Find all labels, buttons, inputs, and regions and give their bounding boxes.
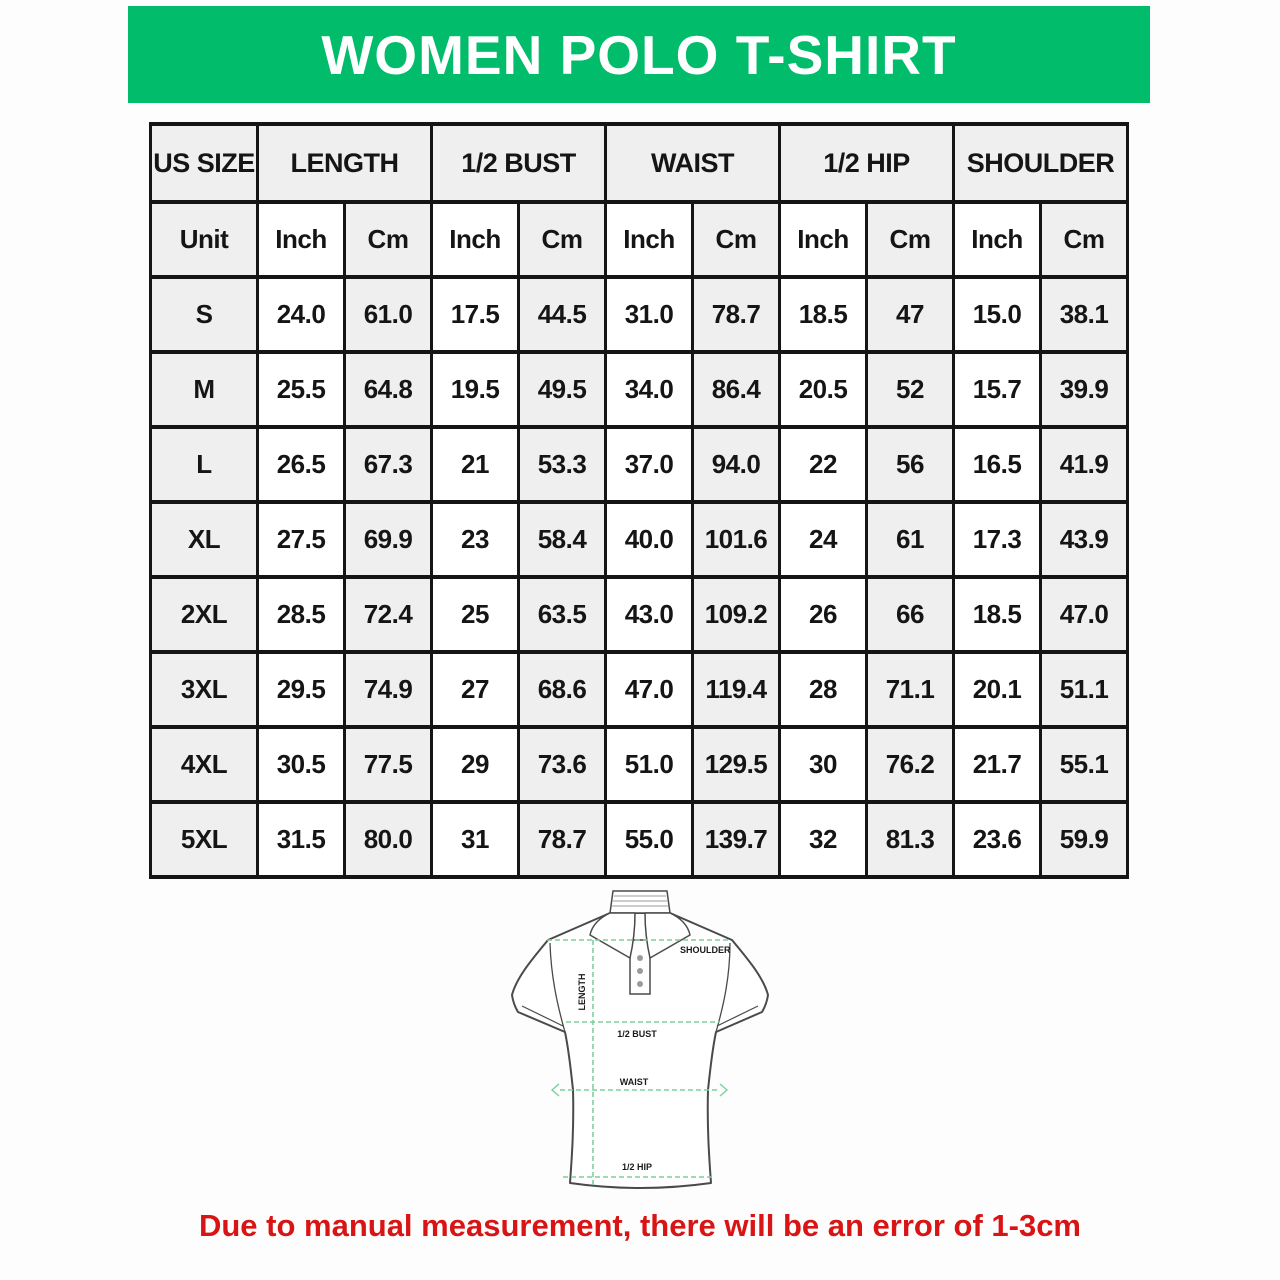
value-cell: 86.4 <box>693 352 780 427</box>
value-cell: 18.5 <box>954 577 1041 652</box>
value-cell: 74.9 <box>345 652 432 727</box>
value-cell: 55.0 <box>606 802 693 877</box>
value-cell: 139.7 <box>693 802 780 877</box>
group-header-cell: 1/2 HIP <box>780 124 954 202</box>
button <box>637 981 643 987</box>
value-cell: 30 <box>780 727 867 802</box>
bust-label: 1/2 BUST <box>617 1029 657 1039</box>
value-cell: 31.5 <box>258 802 345 877</box>
unit-header-cell: Inch <box>954 202 1041 277</box>
value-cell: 29.5 <box>258 652 345 727</box>
value-cell: 22 <box>780 427 867 502</box>
value-cell: 31.0 <box>606 277 693 352</box>
value-cell: 40.0 <box>606 502 693 577</box>
value-cell: 129.5 <box>693 727 780 802</box>
value-cell: 37.0 <box>606 427 693 502</box>
value-cell: 38.1 <box>1041 277 1128 352</box>
group-header-cell: US SIZE <box>151 124 258 202</box>
value-cell: 78.7 <box>519 802 606 877</box>
size-cell: L <box>151 427 258 502</box>
value-cell: 16.5 <box>954 427 1041 502</box>
length-label: LENGTH <box>577 973 587 1011</box>
value-cell: 61 <box>867 502 954 577</box>
value-cell: 24.0 <box>258 277 345 352</box>
measurement-diagram <box>497 886 787 1198</box>
value-cell: 73.6 <box>519 727 606 802</box>
value-cell: 67.3 <box>345 427 432 502</box>
polo-shirt-illustration <box>497 886 787 1198</box>
value-cell: 69.9 <box>345 502 432 577</box>
waist-label: WAIST <box>619 1077 649 1087</box>
shoulder-label: SHOULDER <box>680 945 731 955</box>
value-cell: 109.2 <box>693 577 780 652</box>
table-row <box>151 352 1128 427</box>
value-cell: 43.9 <box>1041 502 1128 577</box>
value-cell: 51.1 <box>1041 652 1128 727</box>
unit-header-cell: Inch <box>606 202 693 277</box>
value-cell: 52 <box>867 352 954 427</box>
value-cell: 66 <box>867 577 954 652</box>
value-cell: 28.5 <box>258 577 345 652</box>
value-cell: 30.5 <box>258 727 345 802</box>
value-cell: 78.7 <box>693 277 780 352</box>
waist-arrow-right <box>720 1084 727 1096</box>
value-cell: 24 <box>780 502 867 577</box>
value-cell: 27 <box>432 652 519 727</box>
value-cell: 29 <box>432 727 519 802</box>
unit-header-cell: Inch <box>780 202 867 277</box>
value-cell: 17.5 <box>432 277 519 352</box>
group-header-cell: WAIST <box>606 124 780 202</box>
value-cell: 49.5 <box>519 352 606 427</box>
value-cell: 39.9 <box>1041 352 1128 427</box>
value-cell: 19.5 <box>432 352 519 427</box>
value-cell: 101.6 <box>693 502 780 577</box>
waist-arrow-left <box>552 1084 559 1096</box>
group-header-cell: LENGTH <box>258 124 432 202</box>
value-cell: 94.0 <box>693 427 780 502</box>
group-header-row <box>151 124 1128 202</box>
unit-header-cell: Cm <box>867 202 954 277</box>
size-cell: S <box>151 277 258 352</box>
hip-label: 1/2 HIP <box>621 1162 653 1172</box>
button <box>637 955 643 961</box>
unit-header-cell: Cm <box>519 202 606 277</box>
unit-header-cell: Cm <box>345 202 432 277</box>
table-row <box>151 577 1128 652</box>
value-cell: 34.0 <box>606 352 693 427</box>
value-cell: 81.3 <box>867 802 954 877</box>
value-cell: 17.3 <box>954 502 1041 577</box>
value-cell: 47.0 <box>1041 577 1128 652</box>
value-cell: 44.5 <box>519 277 606 352</box>
group-header-cell: SHOULDER <box>954 124 1128 202</box>
value-cell: 61.0 <box>345 277 432 352</box>
value-cell: 71.1 <box>867 652 954 727</box>
value-cell: 32 <box>780 802 867 877</box>
value-cell: 58.4 <box>519 502 606 577</box>
value-cell: 72.4 <box>345 577 432 652</box>
table-row <box>151 727 1128 802</box>
value-cell: 21.7 <box>954 727 1041 802</box>
value-cell: 56 <box>867 427 954 502</box>
page-title: WOMEN POLO T-SHIRT <box>321 23 957 86</box>
value-cell: 64.8 <box>345 352 432 427</box>
value-cell: 119.4 <box>693 652 780 727</box>
unit-header-cell: Cm <box>1041 202 1128 277</box>
unit-header-cell: Cm <box>693 202 780 277</box>
value-cell: 25.5 <box>258 352 345 427</box>
size-cell: XL <box>151 502 258 577</box>
value-cell: 47.0 <box>606 652 693 727</box>
button <box>637 968 643 974</box>
group-header-cell: 1/2 BUST <box>432 124 606 202</box>
value-cell: 18.5 <box>780 277 867 352</box>
value-cell: 20.1 <box>954 652 1041 727</box>
table-row <box>151 427 1128 502</box>
unit-header-cell: Inch <box>432 202 519 277</box>
value-cell: 80.0 <box>345 802 432 877</box>
size-cell: 5XL <box>151 802 258 877</box>
value-cell: 15.7 <box>954 352 1041 427</box>
title-banner <box>128 6 1150 103</box>
table-row <box>151 277 1128 352</box>
value-cell: 26.5 <box>258 427 345 502</box>
measurement-disclaimer: Due to manual measurement, there will be an error of 1-3cm <box>198 1208 1082 1243</box>
value-cell: 51.0 <box>606 727 693 802</box>
value-cell: 76.2 <box>867 727 954 802</box>
value-cell: 68.6 <box>519 652 606 727</box>
table-row <box>151 802 1128 877</box>
value-cell: 63.5 <box>519 577 606 652</box>
value-cell: 53.3 <box>519 427 606 502</box>
value-cell: 27.5 <box>258 502 345 577</box>
value-cell: 23 <box>432 502 519 577</box>
size-table <box>149 122 1129 879</box>
value-cell: 25 <box>432 577 519 652</box>
size-cell: 2XL <box>151 577 258 652</box>
unit-header-cell: Inch <box>258 202 345 277</box>
value-cell: 23.6 <box>954 802 1041 877</box>
size-cell: M <box>151 352 258 427</box>
value-cell: 21 <box>432 427 519 502</box>
value-cell: 59.9 <box>1041 802 1128 877</box>
unit-header-row <box>151 202 1128 277</box>
collar-band <box>610 891 670 913</box>
value-cell: 77.5 <box>345 727 432 802</box>
table-row <box>151 502 1128 577</box>
value-cell: 31 <box>432 802 519 877</box>
value-cell: 15.0 <box>954 277 1041 352</box>
value-cell: 41.9 <box>1041 427 1128 502</box>
value-cell: 20.5 <box>780 352 867 427</box>
value-cell: 26 <box>780 577 867 652</box>
value-cell: 55.1 <box>1041 727 1128 802</box>
value-cell: 43.0 <box>606 577 693 652</box>
value-cell: 28 <box>780 652 867 727</box>
table-row <box>151 652 1128 727</box>
unit-header-cell: Unit <box>151 202 258 277</box>
size-cell: 4XL <box>151 727 258 802</box>
size-cell: 3XL <box>151 652 258 727</box>
value-cell: 47 <box>867 277 954 352</box>
